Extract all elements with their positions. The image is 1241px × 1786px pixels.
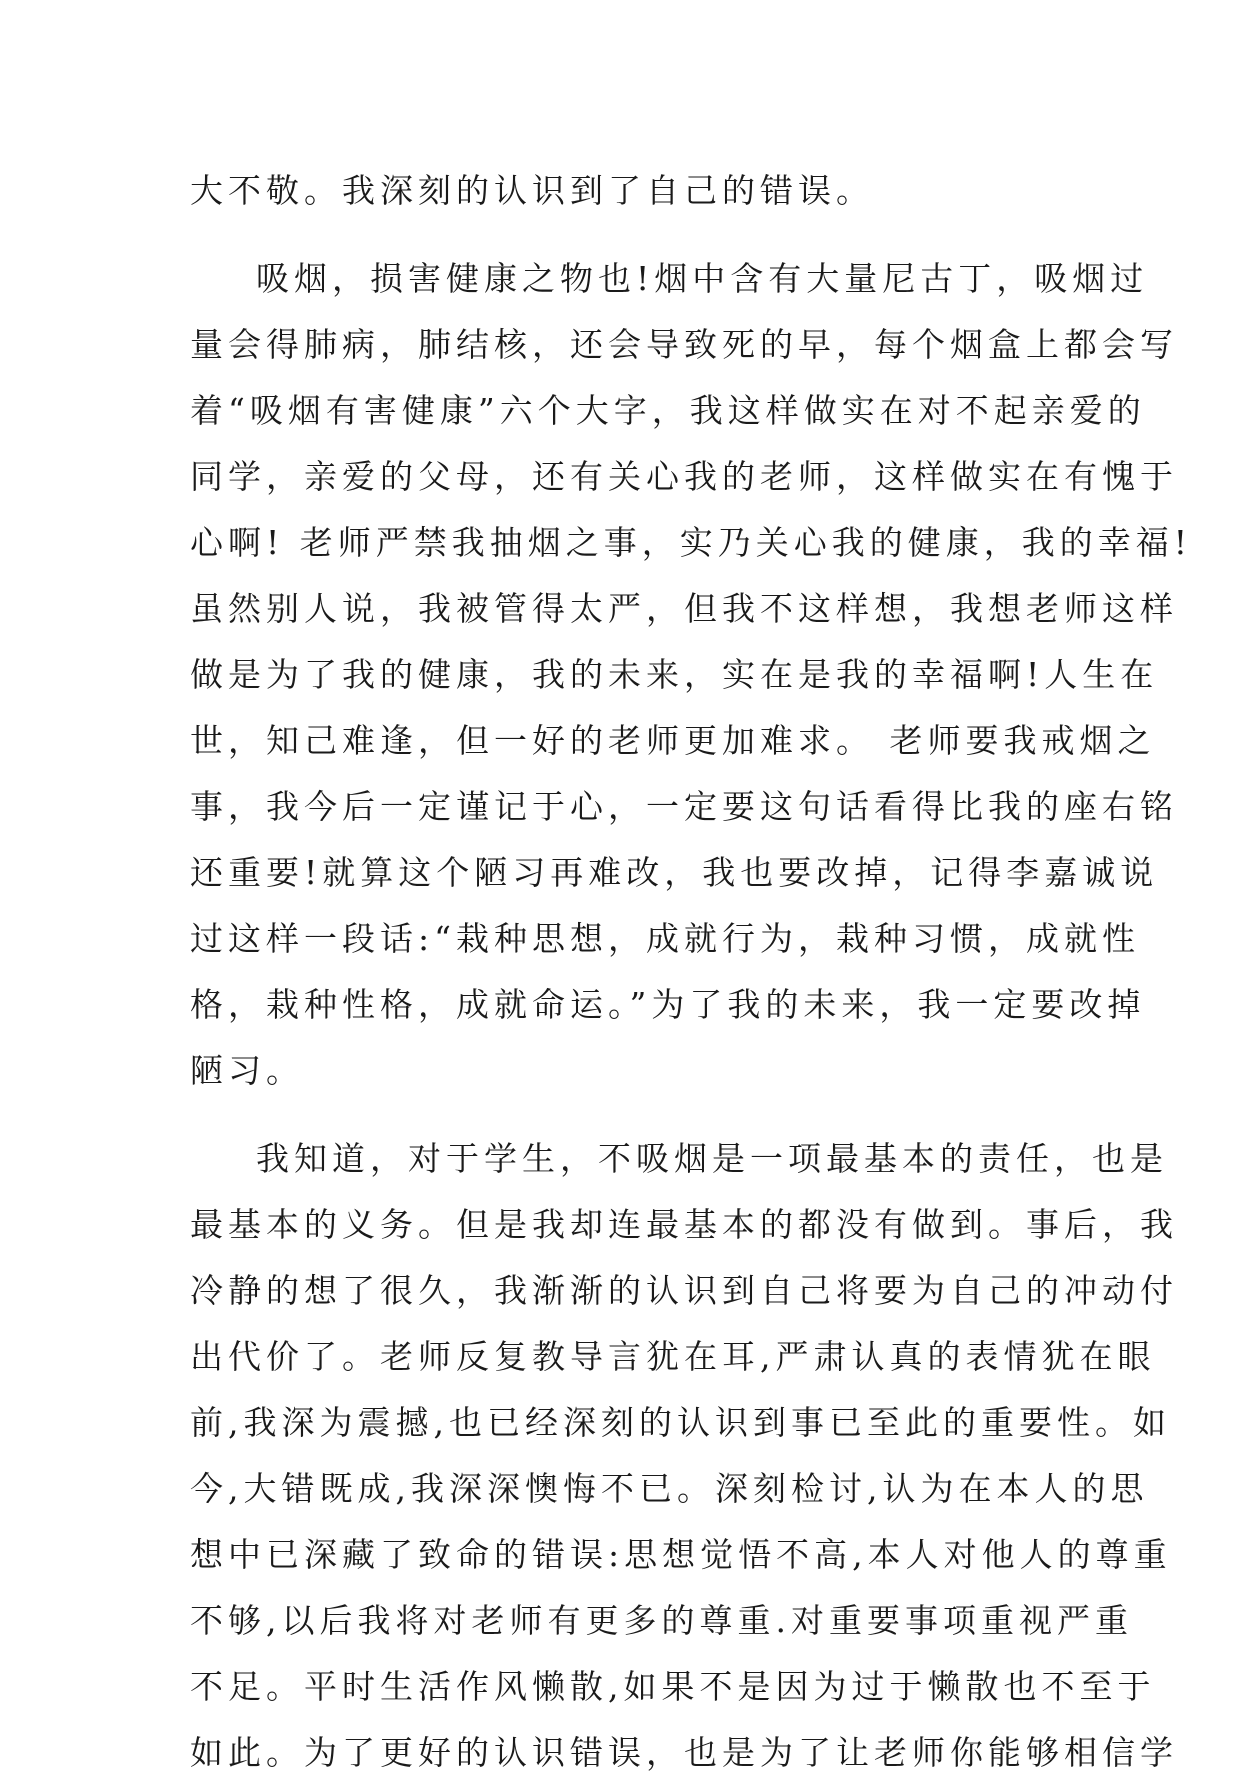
text-line: 陋习。 <box>190 1051 304 1090</box>
text-line: 同学，亲爱的父母，还有关心我的老师，这样做实在有愧于 <box>190 457 1178 496</box>
text-line: 今,大错既成,我深深懊悔不已。深刻检讨,认为在本人的思 <box>190 1469 1149 1508</box>
text-line: 不够,以后我将对老师有更多的尊重.对重要事项重视严重 <box>190 1601 1133 1640</box>
text-line: 吸烟，损害健康之物也!烟中含有大量尼古丁，吸烟过 <box>256 259 1149 298</box>
text-line: 着“吸烟有害健康”六个大字，我这样做实在对不起亲爱的 <box>190 391 1146 430</box>
text-line: 事，我今后一定谨记于心，一定要这句话看得比我的座右铭 <box>190 787 1178 826</box>
document-body <box>190 158 1193 1786</box>
text-line: 如此。为了更好的认识错误，也是为了让老师你能够相信学 <box>190 1733 1178 1772</box>
text-line: 做是为了我的健康，我的未来，实在是我的幸福啊!人生在 <box>190 655 1159 694</box>
paragraph-1 <box>190 158 1050 224</box>
text-line: 世，知己难逢，但一好的老师更加难求。 老师要我戒烟之 <box>190 721 1156 760</box>
text-line: 出代价了。老师反复教导言犹在耳,严肃认真的表情犹在眼 <box>190 1337 1156 1376</box>
paragraph-3 <box>190 1126 1178 1786</box>
paragraph-2 <box>190 246 1193 1104</box>
text-line: 还重要!就算这个陋习再难改，我也要改掉，记得李嘉诚说 <box>190 853 1159 892</box>
text-line: 量会得肺病，肺结核，还会导致死的早，每个烟盒上都会写 <box>190 325 1178 364</box>
text-line: 前,我深为震撼,也已经深刻的认识到事已至此的重要性。如 <box>190 1403 1171 1442</box>
text-line: 我知道，对于学生，不吸烟是一项最基本的责任，也是 <box>256 1139 1168 1178</box>
text-line: 最基本的义务。但是我却连最基本的都没有做到。事后，我 <box>190 1205 1178 1244</box>
text-line: 想中已深藏了致命的错误:思想觉悟不高,本人对他人的尊重 <box>190 1535 1172 1574</box>
text-line: 格，栽种性格，成就命运。”为了我的未来，我一定要改掉 <box>190 985 1146 1024</box>
text-line: 过这样一段话:“栽种思想，成就行为，栽种习惯，成就性 <box>190 919 1140 958</box>
text-line: 冷静的想了很久，我渐渐的认识到自己将要为自己的冲动付 <box>190 1271 1178 1310</box>
text-line: 虽然别人说，我被管得太严，但我不这样想，我想老师这样 <box>190 589 1178 628</box>
text-line: 心啊! 老师严禁我抽烟之事，实乃关心我的健康，我的幸福! <box>190 523 1193 562</box>
text-line: 不足。平时生活作风懒散,如果不是因为过于懒散也不至于 <box>190 1667 1156 1706</box>
text-line: 大不敬。我深刻的认识到了自己的错误。 <box>190 171 874 210</box>
